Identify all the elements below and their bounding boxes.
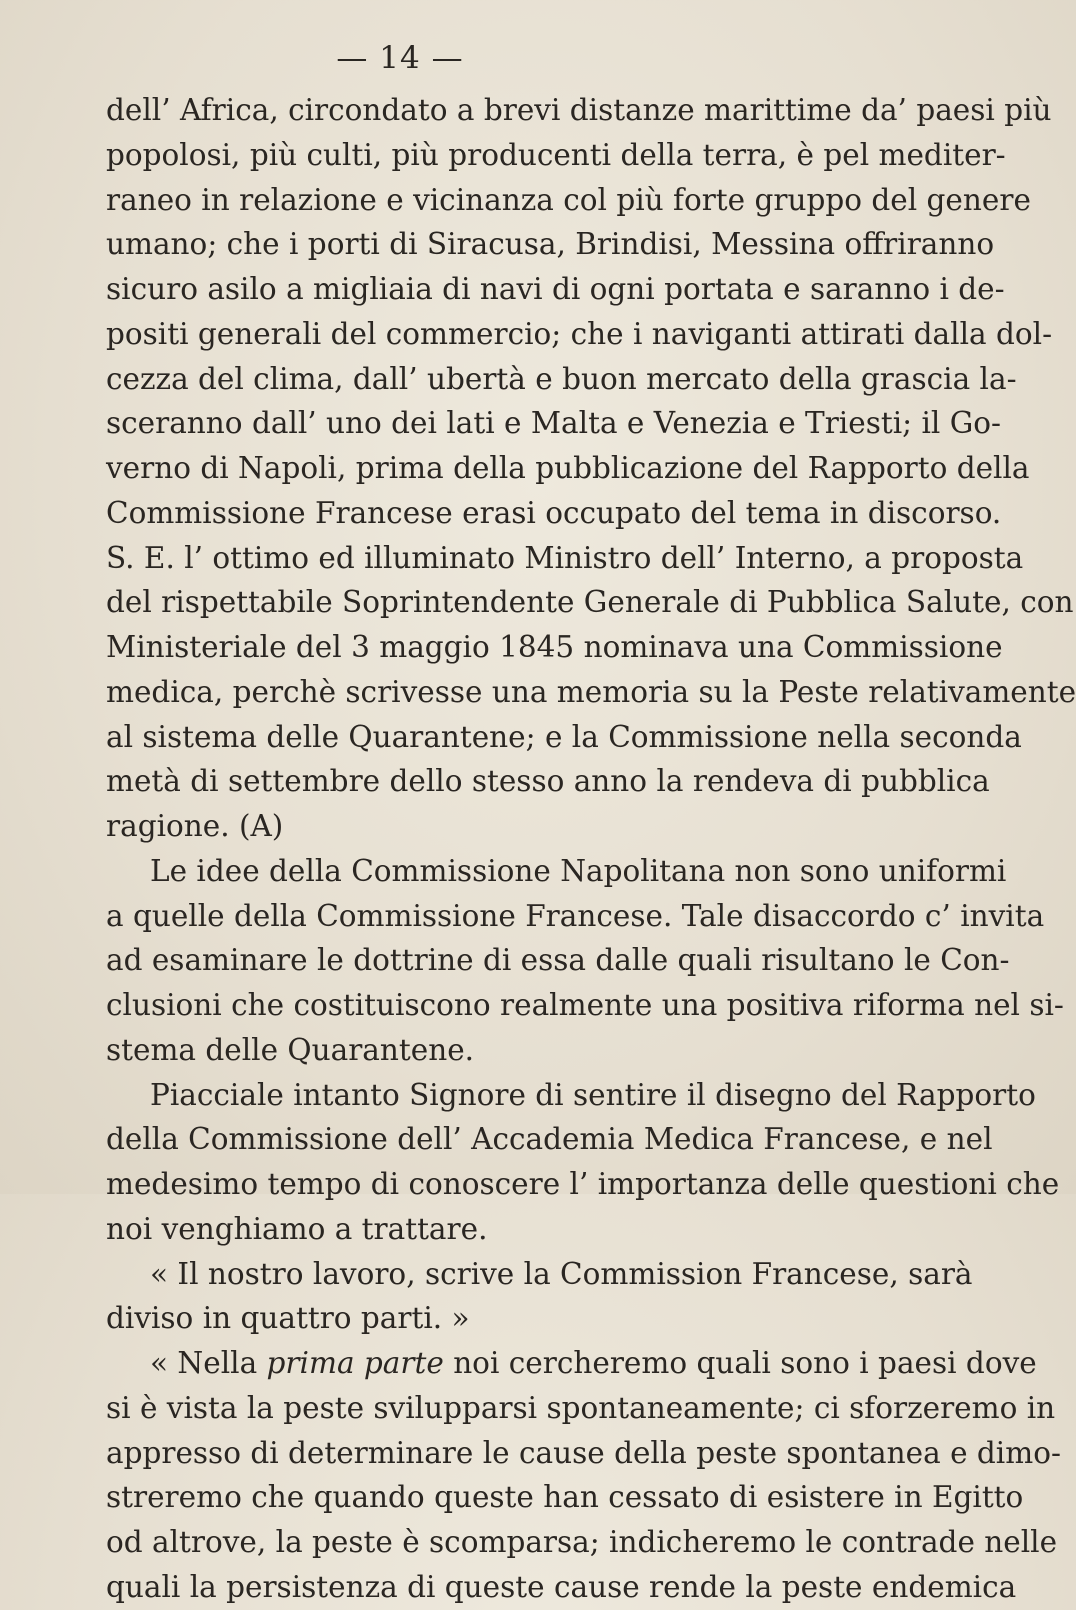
body-text bbox=[106, 88, 1076, 1610]
text-line: stema delle Quarantene. bbox=[106, 1032, 475, 1067]
text-line: raneo in relazione e vicinanza col più forte gruppo del genere bbox=[106, 182, 1031, 217]
text-line: ad esaminare le dottrine di essa dalle quali risultano le Con- bbox=[106, 943, 1010, 978]
text-line: si è vista la peste svilupparsi spontaneamente; ci sforzeremo in bbox=[106, 1390, 1056, 1425]
paragraph-start-line bbox=[106, 1073, 1036, 1118]
text-line: od altrove, la peste è scomparsa; indicheremo le contrade nelle bbox=[106, 1525, 1058, 1559]
text-line: noi venghiamo a trattare. bbox=[106, 1211, 488, 1246]
text-line: Commissione Francese erasi occupato del tema in discorso. bbox=[106, 495, 1002, 530]
line-text: « Il nostro lavoro, scrive la Commission Francese, sarà bbox=[150, 1256, 973, 1291]
line-text: Piacciale intanto Signore di sentire il disegno del Rapporto bbox=[150, 1077, 1036, 1112]
page-number: — 14 — bbox=[336, 40, 464, 76]
line-text-end: noi cercheremo quali sono i paesi dove bbox=[453, 1346, 1037, 1380]
line-text-start: « Nella bbox=[150, 1346, 258, 1380]
text-line: sicuro asilo a migliaia di navi di ogni portata e saranno i de- bbox=[106, 272, 1005, 306]
text-line: positi generali del commercio; che i naviganti attirati dalla dol- bbox=[106, 316, 1053, 351]
text-line: appresso di determinare le cause della peste spontanea e dimo- bbox=[106, 1435, 1061, 1470]
text-line: medica, perchè scrivesse una memoria su la Peste relativamente bbox=[106, 674, 1076, 709]
paragraph-start-line bbox=[106, 849, 1007, 894]
italic-phrase: prima parte bbox=[266, 1346, 444, 1380]
line-text: Le idee della Commissione Napolitana non sono uniformi bbox=[150, 853, 1007, 888]
text-line: sceranno dall’ uno dei lati e Malta e Venezia e Triesti; il Go- bbox=[106, 406, 1001, 441]
text-line: Ministeriale del 3 maggio 1845 nominava una Commissione bbox=[106, 630, 1003, 664]
text-line: clusioni che costituiscono realmente una positiva riforma nel si- bbox=[106, 988, 1064, 1022]
text-line: medesimo tempo di conoscere l’ importanza delle questioni che bbox=[106, 1167, 1060, 1201]
text-line: umano; che i porti di Siracusa, Brindisi, Messina offriranno bbox=[106, 227, 995, 262]
paragraph-start-line bbox=[106, 1341, 1037, 1386]
text-line: della Commissione dell’ Accademia Medica Francese, e nel bbox=[106, 1122, 993, 1157]
text-line: diviso in quattro parti. » bbox=[106, 1301, 470, 1336]
paragraph-start-line bbox=[106, 1252, 973, 1297]
text-line: metà di settembre dello stesso anno la rendeva di pubblica bbox=[106, 764, 990, 799]
text-line: del rispettabile Soprintendente Generale di Pubblica Salute, con bbox=[106, 585, 1074, 620]
text-line: a quelle della Commissione Francese. Tale disaccordo c’ invita bbox=[106, 898, 1045, 933]
text-line: verno di Napoli, prima della pubblicazione del Rapporto della bbox=[106, 451, 1030, 485]
text-line: ragione. (A) bbox=[106, 809, 284, 843]
text-line: al sistema delle Quarantene; e la Commissione nella seconda bbox=[106, 719, 1022, 754]
text-line: dell’ Africa, circondato a brevi distanze marittime da’ paesi più bbox=[106, 93, 1052, 127]
text-line: popolosi, più culti, più producenti della terra, è pel mediter- bbox=[106, 137, 1006, 172]
text-line: cezza del clima, dall’ ubertà e buon mercato della grascia la- bbox=[106, 361, 1017, 396]
text-line: S. E. l’ ottimo ed illuminato Ministro dell’ Interno, a proposta bbox=[106, 540, 1024, 575]
text-line: quali la persistenza di queste cause rende la peste endemica bbox=[106, 1569, 1017, 1604]
text-line: streremo che quando queste han cessato di esistere in Egitto bbox=[106, 1480, 1024, 1515]
